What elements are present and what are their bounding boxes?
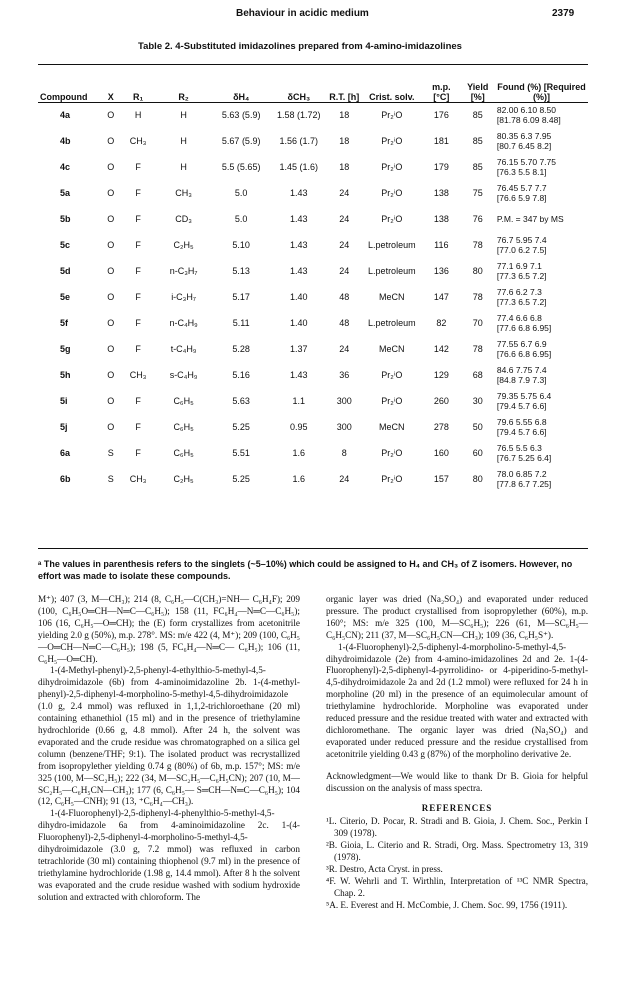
cell-r2: C₂H₅ xyxy=(173,240,194,250)
cell-compound: 5g xyxy=(60,344,71,354)
cell-r1: F xyxy=(135,318,141,328)
found-value: 77.1 6.9 7.1 xyxy=(496,261,542,271)
references-heading: REFERENCES xyxy=(421,802,493,813)
col-header: Yield [%] xyxy=(467,82,489,102)
cell-x: O xyxy=(107,422,115,432)
cell-r1: F xyxy=(135,448,141,458)
cell-found xyxy=(495,258,588,284)
cell-solv: Pr₂ⁱO xyxy=(381,161,403,172)
cell-x: O xyxy=(107,266,115,276)
cell-yield: 85 xyxy=(472,110,483,120)
required-value: [84.8 7.9 7.3] xyxy=(496,375,547,385)
cell-compound: 6a xyxy=(60,448,71,458)
cell-r2: n-C₃H₇ xyxy=(169,266,198,276)
cell-x: O xyxy=(107,370,115,380)
acknowledgment: Acknowledgment—We would like to thank Dr B. Gioia for helpful discussion on the analysis of mass spectra. xyxy=(326,770,588,793)
table-caption: Table 2. 4-Substituted imidazolines prepared from 4-amino-imidazolines xyxy=(138,41,462,52)
col-header: R₂ xyxy=(178,92,189,102)
table-row xyxy=(38,414,588,440)
required-value: [79.4 5.7 6.6] xyxy=(496,427,547,437)
cell-x: O xyxy=(107,292,115,302)
found-value: 78.0 6.85 7.2 xyxy=(496,469,547,479)
cell-yield: 50 xyxy=(472,422,483,432)
cell-dch3: 1.40 xyxy=(290,318,308,328)
found-value: 79.35 5.75 6.4 xyxy=(496,391,552,401)
left-column xyxy=(38,594,300,904)
required-value: [77.6 6.8 6.95] xyxy=(496,323,552,333)
cell-found xyxy=(495,440,588,466)
cell-solv: Pr₂ⁱO xyxy=(381,109,403,120)
cell-rt: 48 xyxy=(339,292,350,302)
required-value: [77.3 6.5 7.2] xyxy=(496,297,547,307)
cell-found xyxy=(495,466,588,492)
cell-x: O xyxy=(107,214,115,224)
cell-dh4: 5.17 xyxy=(232,292,250,302)
cell-mp: 142 xyxy=(433,344,449,354)
cell-dch3: 1.43 xyxy=(290,266,308,276)
cell-dh4: 5.63 xyxy=(232,396,250,406)
table-row xyxy=(38,180,588,206)
cell-rt: 36 xyxy=(339,370,350,380)
cell-rt: 300 xyxy=(336,422,352,432)
cell-yield: 70 xyxy=(472,318,483,328)
cell-solv: L.petroleum xyxy=(368,266,416,276)
cell-x: S xyxy=(107,474,114,484)
cell-r1: CH₃ xyxy=(129,474,147,484)
required-value: [76.6 6.8 6.95] xyxy=(496,349,552,359)
table-footnote: ᵃ The values in parenthesis refers to the singlets (~5–10%) which could be assigned to H₄ and CH₃ of Z isomers. However, no effort was made to isolate these compounds. xyxy=(38,559,573,581)
reference-item: ⁵A. E. Everest and H. McCombie, J. Chem. Soc. 99, 1756 (1911). xyxy=(326,899,568,910)
cell-solv: Pr₂ⁱO xyxy=(381,135,403,146)
col-header: Crist. solv. xyxy=(369,92,415,102)
cell-r2: H xyxy=(180,136,187,146)
cell-x: S xyxy=(107,448,114,458)
cell-solv: Pr₂ⁱO xyxy=(381,395,403,406)
cell-r1: F xyxy=(135,396,141,406)
found-value: 79.6 5.55 6.8 xyxy=(496,417,547,427)
cell-r1: F xyxy=(135,344,141,354)
found-value: 77.55 6.7 6.9 xyxy=(496,339,547,349)
found-value: 76.45 5.7 7.7 xyxy=(496,183,547,193)
cell-r2: n-C₄H₉ xyxy=(169,318,198,328)
cell-compound: 4a xyxy=(60,110,71,120)
cell-found xyxy=(495,180,588,206)
cell-found xyxy=(495,102,588,128)
cell-dch3: 1.45 (1.6) xyxy=(279,162,319,172)
paragraph: 1-(4-Fluorophenyl)-2,5-diphenyl-4-phenylthio-5-methyl-4,5-dihydro-imidazole 6a from 4-aminoimidazoline 2c. 1-(4-Fluorophenyl)-2,5-diphenyl-4-morpholino-5-methyl-4,5-dihydroimidazole (3.0 g, 7.2 mmol) was refluxed in carbon tetrachloride (30 ml) containing thiophenol (9.7 ml) in the presence of triethylamine hydrochloride (1.98 g, 14.4 mmol). After 8 h the solvent was evaporated and the crude residue washed with sodium hydroxide solution and extracted with chloroform. The xyxy=(38,808,300,902)
found-value: P.M. = 347 by MS xyxy=(496,214,564,224)
paragraph: M⁺); 407 (3, M—CH₃); 214 (8, C₆H₅—C(CH₃)=NH— C₆H₄F); 209 (100, C₆H₅O═CH—N═C—C₆H₅); 158 (11, FC₆H₄—N═C—C₆H₅); 106 (16, C₆H₅—O═CH); the (E) form crystallizes from acetonitrile yielding 2.0 g (50%), m.p. 278°. MS: m/e 422 (4, M⁺); 209 (100, C₆H₅—O═CH—N═C—C₆H₅); 198 (5, FC₆H₄—N═C— C₆H₅); 106 (11, C₆H₅—O═CH). xyxy=(38,594,300,664)
cell-dh4: 5.0 xyxy=(234,214,248,224)
cell-mp: 82 xyxy=(436,318,447,328)
cell-found xyxy=(495,128,588,154)
cell-solv: MeCN xyxy=(379,344,405,354)
cell-compound: 4c xyxy=(60,162,71,172)
cell-mp: 181 xyxy=(433,136,449,146)
col-header: Found (%) [Required (%)] xyxy=(497,82,586,102)
cell-dh4: 5.25 xyxy=(232,474,250,484)
table-row xyxy=(38,466,588,492)
cell-r2: t-C₄H₉ xyxy=(170,344,197,354)
col-header: δH₄ xyxy=(233,92,250,102)
cell-dch3: 1.1 xyxy=(292,396,306,406)
cell-solv: MeCN xyxy=(379,422,405,432)
cell-compound: 5h xyxy=(60,370,71,380)
cell-dh4: 5.16 xyxy=(232,370,250,380)
cell-x: O xyxy=(107,318,115,328)
cell-r1: F xyxy=(135,214,141,224)
table-row xyxy=(38,258,588,284)
table-body xyxy=(38,102,588,492)
cell-x: O xyxy=(107,162,115,172)
cell-r1: H xyxy=(134,110,142,120)
cell-solv: Pr₂ⁱO xyxy=(381,473,403,484)
cell-mp: 176 xyxy=(433,110,449,120)
cell-r1: F xyxy=(135,240,141,250)
cell-mp: 138 xyxy=(433,214,449,224)
cell-found xyxy=(495,206,588,232)
cell-mp: 138 xyxy=(433,188,449,198)
cell-r2: C₆H₅ xyxy=(173,448,194,458)
table-top-rule xyxy=(38,64,588,65)
cell-dch3: 1.43 xyxy=(290,370,308,380)
cell-yield: 78 xyxy=(472,292,483,302)
found-value: 76.15 5.70 7.75 xyxy=(496,157,557,167)
cell-solv: L.petroleum xyxy=(368,240,416,250)
found-value: 76.5 5.5 6.3 xyxy=(496,443,542,453)
cell-r2: i-C₃H₇ xyxy=(171,292,196,302)
cell-found xyxy=(495,154,588,180)
cell-rt: 18 xyxy=(339,162,350,172)
cell-rt: 24 xyxy=(339,240,350,250)
cell-r2: CH₃ xyxy=(175,188,192,198)
found-value: 84.6 7.75 7.4 xyxy=(496,365,547,375)
cell-dh4: 5.13 xyxy=(232,266,250,276)
required-value: [81.78 6.09 8.48] xyxy=(496,115,561,125)
cell-compound: 5c xyxy=(60,240,71,250)
col-header: R.T. [h] xyxy=(329,92,360,102)
required-value: [77.8 6.7 7.25] xyxy=(496,479,552,489)
cell-dh4: 5.67 (5.9) xyxy=(221,136,261,146)
cell-x: O xyxy=(107,110,115,120)
table-row xyxy=(38,440,588,466)
required-value: [76.3 5.5 8.1] xyxy=(496,167,547,177)
cell-dch3: 1.6 xyxy=(292,474,306,484)
cell-dh4: 5.63 (5.9) xyxy=(221,110,261,120)
cell-found xyxy=(495,284,588,310)
found-value: 82.00 6.10 8.50 xyxy=(496,105,557,115)
cell-r2: CD₃ xyxy=(175,214,192,224)
required-value: [77.3 6.5 7.2] xyxy=(496,271,547,281)
cell-r1: CH₃ xyxy=(129,136,147,146)
right-column xyxy=(326,594,588,912)
running-title: Behaviour in acidic medium xyxy=(236,8,369,19)
table-row xyxy=(38,362,588,388)
cell-yield: 80 xyxy=(472,266,483,276)
cell-found xyxy=(495,336,588,362)
cell-found xyxy=(495,232,588,258)
cell-compound: 5i xyxy=(60,396,68,406)
cell-compound: 5e xyxy=(60,292,71,302)
cell-dh4: 5.10 xyxy=(232,240,250,250)
cell-yield: 60 xyxy=(472,448,483,458)
cell-dch3: 1.58 (1.72) xyxy=(277,110,321,120)
cell-r2: s-C₄H₉ xyxy=(169,370,198,380)
col-header: δCH₃ xyxy=(287,92,311,102)
cell-compound: 5b xyxy=(60,214,71,224)
cell-dch3: 1.43 xyxy=(290,188,308,198)
cell-mp: 116 xyxy=(434,240,449,250)
cell-rt: 48 xyxy=(339,318,350,328)
cell-dch3: 1.37 xyxy=(290,344,308,354)
cell-x: O xyxy=(107,240,115,250)
table-row xyxy=(38,206,588,232)
cell-rt: 18 xyxy=(339,136,350,146)
cell-found xyxy=(495,362,588,388)
table-row xyxy=(38,388,588,414)
cell-compound: 5j xyxy=(60,422,68,432)
cell-dh4: 5.0 xyxy=(234,188,248,198)
cell-rt: 18 xyxy=(339,110,350,120)
required-value: [80.7 6.45 8.2] xyxy=(496,141,552,151)
cell-found xyxy=(495,310,588,336)
cell-yield: 85 xyxy=(472,136,483,146)
found-value: 77.4 6.6 6.8 xyxy=(496,313,542,323)
cell-r2: C₆H₅ xyxy=(173,422,194,432)
cell-rt: 24 xyxy=(339,474,350,484)
cell-rt: 24 xyxy=(339,188,350,198)
required-value: [77.0 6.2 7.5] xyxy=(496,245,547,255)
cell-found xyxy=(495,414,588,440)
required-value: [76.6 5.9 7.8] xyxy=(496,193,547,203)
cell-rt: 24 xyxy=(339,344,350,354)
table-bottom-rule xyxy=(38,548,588,549)
cell-rt: 8 xyxy=(341,448,347,458)
cell-mp: 136 xyxy=(433,266,449,276)
cell-mp: 129 xyxy=(433,370,449,380)
cell-yield: 78 xyxy=(472,240,483,250)
cell-rt: 300 xyxy=(336,396,352,406)
cell-r2: H xyxy=(180,162,187,172)
cell-solv: L.petroleum xyxy=(368,318,416,328)
cell-dch3: 0.95 xyxy=(290,422,308,432)
cell-r1: F xyxy=(135,162,141,172)
cell-compound: 5a xyxy=(60,188,71,198)
col-header: m.p. [°C] xyxy=(432,82,451,102)
cell-r1: F xyxy=(135,292,141,302)
paragraph: 1-(4-Methyl-phenyl)-2,5-phenyl-4-ethylthio-5-methyl-4,5-dihydroimidazole (6b) from 4-aminoimidazoline 2b. 1-(4-methyl-phenyl)-2,5-diphenyl-4-morpholino-5-methyl-4,5-dihydroimidazole (1.0 g, 2.4 mmol) was refluxed in 1,1,2-trichloroethane (20 ml) containing ethanethiol (15 ml) and in the presence of triethylamine hydrochloride (0.66 g, 4.8 mmol). After 24 h, the solvent was evaporated and the crude residue was chromatographed on a silica gel column (benzene/THF; 9:1). The isolated product was recrystallized from isopropylether yielding 0.74 g (80%) of 6b, m.p. 157°; MS: m/e 325 (100, M—SC₂H₅); 222 (34, M—SC₂H₅—C₆H₅CN); 207 (10, M—SC₂H₅—C₆H₅CN—CH₃); 177 (6, C₆H₅— S═CH—N═C—C₆H₅); 104 (12, C₆H₅—CNH); 91 (13, ⁺C₆H₄—CH₃). xyxy=(38,665,300,807)
cell-mp: 157 xyxy=(433,474,449,484)
cell-dh4: 5.51 xyxy=(232,448,250,458)
cell-x: O xyxy=(107,136,115,146)
cell-compound: 4b xyxy=(60,136,71,146)
cell-compound: 5f xyxy=(60,318,69,328)
cell-dh4: 5.25 xyxy=(232,422,250,432)
reference-item: ³R. Destro, Acta Cryst. in press. xyxy=(326,864,443,875)
cell-yield: 85 xyxy=(472,162,483,172)
table-row xyxy=(38,284,588,310)
cell-r2: C₂H₅ xyxy=(173,474,194,484)
cell-x: O xyxy=(107,188,115,198)
cell-mp: 147 xyxy=(433,292,449,302)
cell-dh4: 5.28 xyxy=(232,344,250,354)
cell-dch3: 1.43 xyxy=(290,214,308,224)
cell-dch3: 1.43 xyxy=(290,240,308,250)
cell-solv: MeCN xyxy=(379,292,405,302)
cell-mp: 179 xyxy=(433,162,449,172)
cell-r1: F xyxy=(135,422,141,432)
cell-dh4: 5.5 (5.65) xyxy=(221,162,261,172)
page-number: 2379 xyxy=(552,8,575,19)
cell-mp: 160 xyxy=(433,448,449,458)
found-value: 80.35 6.3 7.95 xyxy=(496,131,552,141)
cell-solv: Pr₂ⁱO xyxy=(381,369,403,380)
col-header: Compound xyxy=(40,92,88,102)
cell-r1: CH₃ xyxy=(129,370,147,380)
found-value: 76.7 5.95 7.4 xyxy=(496,235,547,245)
cell-dch3: 1.6 xyxy=(292,448,306,458)
table-row xyxy=(38,128,588,154)
cell-x: O xyxy=(107,396,115,406)
cell-yield: 80 xyxy=(472,474,483,484)
col-header: R₁ xyxy=(132,92,144,102)
table-header-row xyxy=(38,68,588,102)
cell-yield: 75 xyxy=(472,188,483,198)
cell-r2: H xyxy=(180,110,187,120)
cell-r2: C₆H₅ xyxy=(173,396,194,406)
cell-compound: 5d xyxy=(60,266,71,276)
col-header: X xyxy=(107,92,114,102)
table-row xyxy=(38,154,588,180)
table-row xyxy=(38,102,588,128)
cell-x: O xyxy=(107,344,115,354)
data-table xyxy=(38,68,588,492)
cell-dch3: 1.56 (1.7) xyxy=(279,136,319,146)
table-row xyxy=(38,232,588,258)
cell-yield: 68 xyxy=(472,370,483,380)
paragraph: 1-(4-Fluorophenyl)-2,5-diphenyl-4-morpholino-5-methyl-4,5-dihydroimidazole (2e) from 4-amino-imidazolines 2d and 2e. 1-(4-Fluorophenyl)-2,5-diphenyl-4-pyrrolidino- or 4-piperidino-5-methyl-4,5-dihydroimidazole 2a and 2d (1.2 mmol) were refluxed for 24 h in morpholine (20 ml) in the presence of an equimolecular amount of triethylamine hydrochloride. Morpholine was evaporated under reduced pressure and the residue treated with water and extracted with dichloromethane. The organic layer was dried (Na₂SO₄) and evaporated under reduced pressure and the residue crystallised from acetonitrile yielding 0.43 g (87%) of the morpholino derivative 2e. xyxy=(326,641,588,759)
table-row xyxy=(38,310,588,336)
cell-rt: 24 xyxy=(339,266,350,276)
cell-mp: 260 xyxy=(433,396,449,406)
cell-solv: Pr₂ⁱO xyxy=(381,187,403,198)
cell-yield: 30 xyxy=(472,396,483,406)
cell-compound: 6b xyxy=(60,474,71,484)
reference-item: ⁴F. W. Wehrli and T. Wirthlin, Interpretation of ¹³C NMR Spectra, Chap. 2. xyxy=(326,875,588,898)
cell-r1: F xyxy=(135,188,141,198)
cell-dch3: 1.40 xyxy=(290,292,308,302)
cell-yield: 78 xyxy=(472,344,483,354)
cell-found xyxy=(495,388,588,414)
required-value: [79.4 5.7 6.6] xyxy=(496,401,547,411)
required-value: [76.7 5.25 6.4] xyxy=(496,453,552,463)
cell-rt: 24 xyxy=(339,214,350,224)
reference-item: ¹L. Citerio, D. Pocar, R. Stradi and B. Gioia, J. Chem. Soc., Perkin I 309 (1978). xyxy=(326,816,588,839)
reference-item: ²B. Gioia, L. Citerio and R. Stradi, Org. Mass. Spectrometry 13, 319 (1978). xyxy=(326,840,588,863)
cell-r1: F xyxy=(135,266,141,276)
cell-mp: 278 xyxy=(433,422,449,432)
found-value: 77.6 6.2 7.3 xyxy=(496,287,542,297)
paragraph: organic layer was dried (Na₂SO₄) and evaporated under reduced pressure. The product crystallised from isopropylether (60%), m.p. 160°; MS: m/e 325 (100, M—SC₆H₅); 226 (61, M—SC₆H₅—C₆H₅CN); 211 (37, M—SC₆H₅CN—CH₃); 109 (36, C₆H₅S⁺). xyxy=(326,594,588,640)
cell-solv: Pr₂ⁱO xyxy=(381,213,403,224)
cell-dh4: 5.11 xyxy=(232,318,250,328)
cell-solv: Pr₂ⁱO xyxy=(381,447,403,458)
cell-yield: 76 xyxy=(472,214,483,224)
table-row xyxy=(38,336,588,362)
